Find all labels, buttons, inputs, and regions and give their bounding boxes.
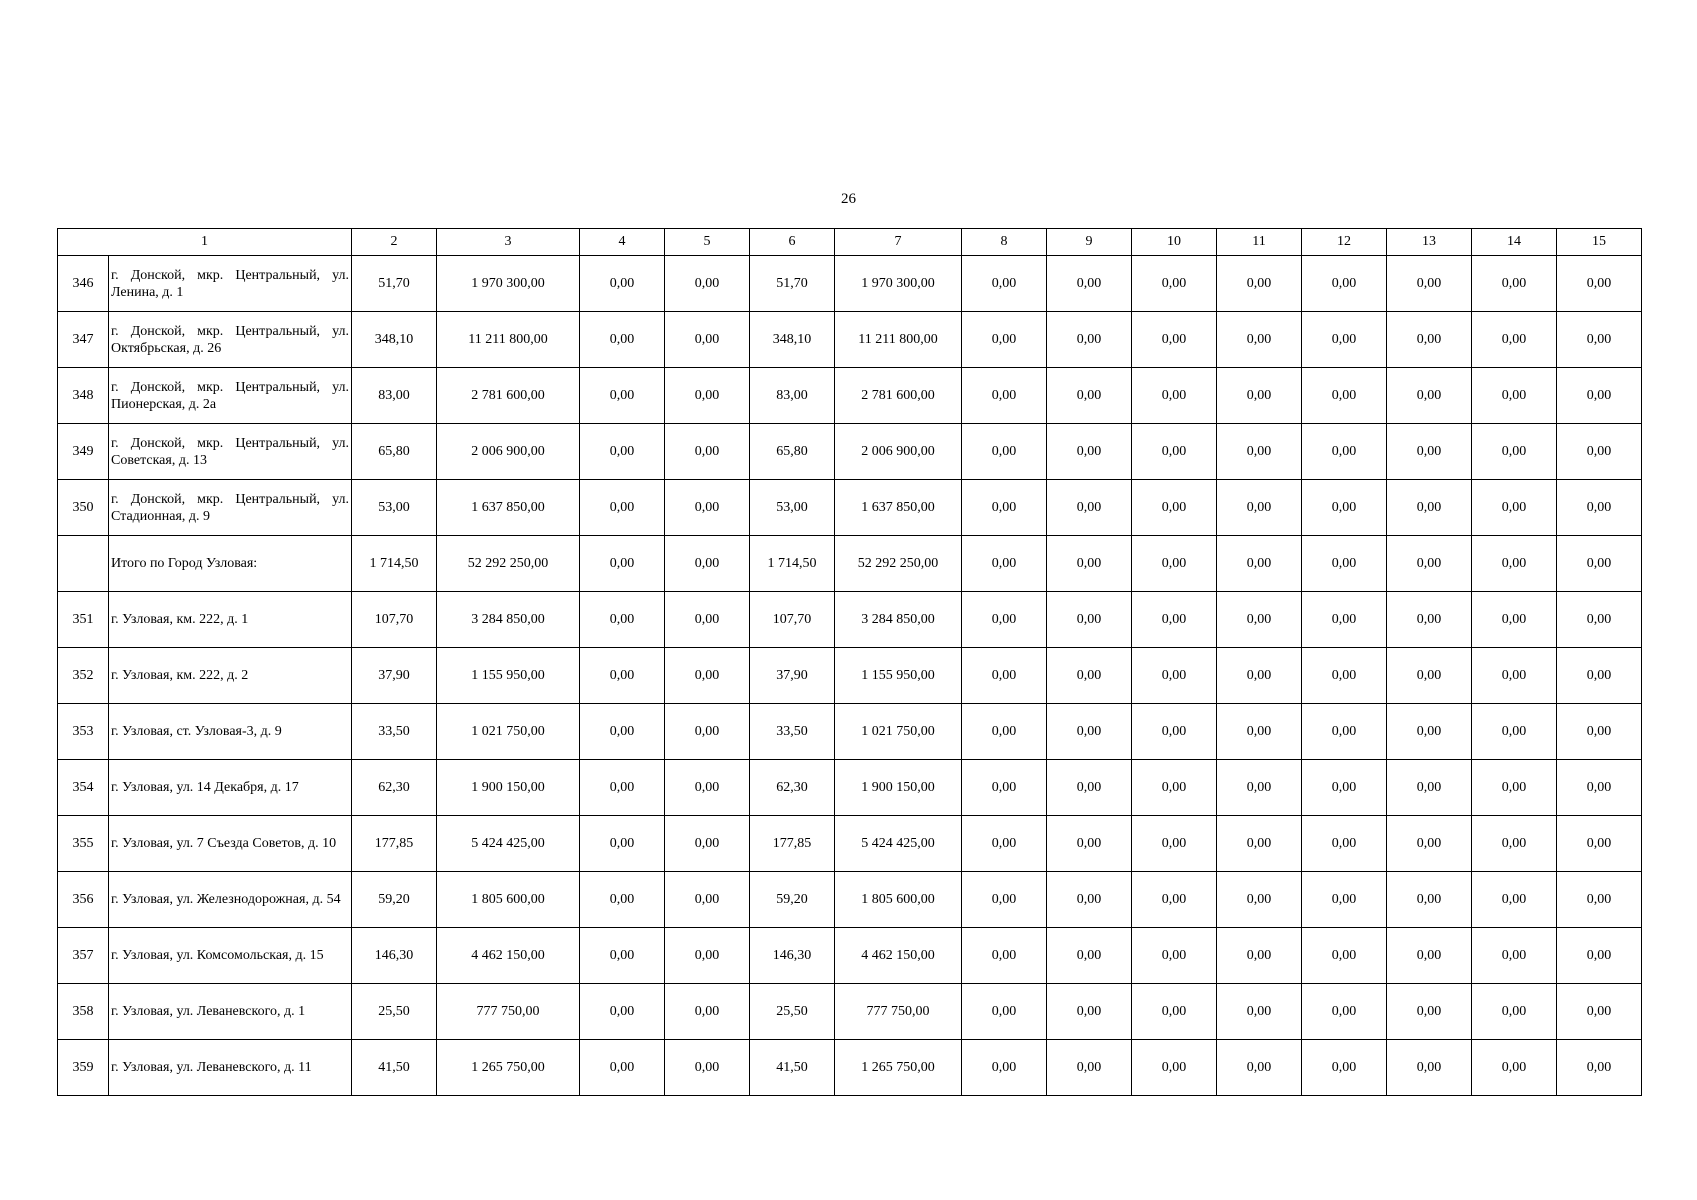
value-cell: 0,00 <box>1132 592 1217 648</box>
value-cell: 0,00 <box>580 984 665 1040</box>
table-row <box>58 256 1642 312</box>
value-cell: 41,50 <box>750 1040 835 1096</box>
value-cell: 0,00 <box>1047 312 1132 368</box>
value-cell: 2 781 600,00 <box>437 368 580 424</box>
address-cell: г. Донской, мкр. Центральный, ул. Пионерская, д. 2а <box>109 368 352 424</box>
value-cell: 0,00 <box>580 480 665 536</box>
value-cell: 0,00 <box>1047 648 1132 704</box>
value-cell: 0,00 <box>1217 536 1302 592</box>
value-cell: 0,00 <box>1387 312 1472 368</box>
value-cell: 0,00 <box>665 424 750 480</box>
table-row <box>58 592 1642 648</box>
subtotal-row <box>58 536 1642 592</box>
row-number: 357 <box>58 928 109 984</box>
value-cell: 0,00 <box>1217 928 1302 984</box>
value-cell: 0,00 <box>1387 704 1472 760</box>
value-cell: 1 900 150,00 <box>835 760 962 816</box>
value-cell: 0,00 <box>962 536 1047 592</box>
table-row <box>58 368 1642 424</box>
value-cell: 0,00 <box>665 704 750 760</box>
address-cell: г. Узловая, ул. 14 Декабря, д. 17 <box>109 760 352 816</box>
value-cell: 0,00 <box>1217 872 1302 928</box>
value-cell: 0,00 <box>1132 928 1217 984</box>
value-cell: 0,00 <box>665 760 750 816</box>
value-cell: 0,00 <box>665 928 750 984</box>
value-cell: 0,00 <box>1557 872 1642 928</box>
row-number: 359 <box>58 1040 109 1096</box>
value-cell: 83,00 <box>750 368 835 424</box>
value-cell: 348,10 <box>750 312 835 368</box>
value-cell: 0,00 <box>1472 816 1557 872</box>
value-cell: 11 211 800,00 <box>835 312 962 368</box>
value-cell: 0,00 <box>580 704 665 760</box>
column-header: 4 <box>580 229 665 256</box>
value-cell: 348,10 <box>352 312 437 368</box>
value-cell: 0,00 <box>962 592 1047 648</box>
value-cell: 0,00 <box>1472 704 1557 760</box>
value-cell: 0,00 <box>1557 312 1642 368</box>
value-cell: 0,00 <box>1302 760 1387 816</box>
value-cell: 0,00 <box>580 536 665 592</box>
value-cell: 0,00 <box>1047 1040 1132 1096</box>
row-number: 347 <box>58 312 109 368</box>
value-cell: 0,00 <box>1217 648 1302 704</box>
value-cell: 0,00 <box>962 816 1047 872</box>
value-cell: 0,00 <box>962 424 1047 480</box>
value-cell: 0,00 <box>1132 312 1217 368</box>
value-cell: 0,00 <box>1557 424 1642 480</box>
value-cell: 0,00 <box>1387 424 1472 480</box>
value-cell: 0,00 <box>1217 592 1302 648</box>
value-cell: 146,30 <box>352 928 437 984</box>
value-cell: 0,00 <box>1557 592 1642 648</box>
value-cell: 0,00 <box>1387 760 1472 816</box>
table-body <box>58 256 1642 1096</box>
value-cell: 0,00 <box>1557 536 1642 592</box>
value-cell: 177,85 <box>750 816 835 872</box>
value-cell: 0,00 <box>1217 816 1302 872</box>
value-cell: 0,00 <box>1557 368 1642 424</box>
address-cell: г. Узловая, ст. Узловая-3, д. 9 <box>109 704 352 760</box>
value-cell: 0,00 <box>665 872 750 928</box>
value-cell: 1 900 150,00 <box>437 760 580 816</box>
value-cell: 0,00 <box>1557 648 1642 704</box>
value-cell: 0,00 <box>665 648 750 704</box>
row-number: 358 <box>58 984 109 1040</box>
row-number: 354 <box>58 760 109 816</box>
value-cell: 0,00 <box>1047 256 1132 312</box>
value-cell: 0,00 <box>1047 592 1132 648</box>
table-row <box>58 704 1642 760</box>
value-cell: 0,00 <box>580 872 665 928</box>
value-cell: 0,00 <box>1047 984 1132 1040</box>
value-cell: 0,00 <box>1132 760 1217 816</box>
value-cell: 0,00 <box>1387 816 1472 872</box>
value-cell: 0,00 <box>1217 312 1302 368</box>
value-cell: 0,00 <box>1472 984 1557 1040</box>
value-cell: 0,00 <box>1302 984 1387 1040</box>
value-cell: 25,50 <box>352 984 437 1040</box>
value-cell: 0,00 <box>1132 704 1217 760</box>
value-cell: 33,50 <box>352 704 437 760</box>
value-cell: 0,00 <box>580 312 665 368</box>
column-header: 12 <box>1302 229 1387 256</box>
column-header: 11 <box>1217 229 1302 256</box>
table-row <box>58 1040 1642 1096</box>
address-cell: г. Узловая, ул. Железнодорожная, д. 54 <box>109 872 352 928</box>
value-cell: 0,00 <box>1047 760 1132 816</box>
value-cell: 0,00 <box>1302 312 1387 368</box>
value-cell: 0,00 <box>1217 368 1302 424</box>
value-cell: 0,00 <box>1302 536 1387 592</box>
address-cell: г. Донской, мкр. Центральный, ул. Октябрьская, д. 26 <box>109 312 352 368</box>
address-cell: г. Узловая, км. 222, д. 1 <box>109 592 352 648</box>
value-cell: 0,00 <box>1472 760 1557 816</box>
value-cell: 1 155 950,00 <box>835 648 962 704</box>
value-cell: 0,00 <box>665 816 750 872</box>
value-cell: 0,00 <box>1557 760 1642 816</box>
value-cell: 0,00 <box>1132 872 1217 928</box>
value-cell: 1 805 600,00 <box>835 872 962 928</box>
value-cell: 0,00 <box>1047 816 1132 872</box>
column-header: 8 <box>962 229 1047 256</box>
table-row <box>58 480 1642 536</box>
value-cell: 5 424 425,00 <box>437 816 580 872</box>
column-header: 10 <box>1132 229 1217 256</box>
value-cell: 25,50 <box>750 984 835 1040</box>
address-cell: Итого по Город Узловая: <box>109 536 352 592</box>
value-cell: 0,00 <box>1387 256 1472 312</box>
value-cell: 0,00 <box>580 816 665 872</box>
value-cell: 0,00 <box>580 256 665 312</box>
value-cell: 0,00 <box>1302 928 1387 984</box>
value-cell: 41,50 <box>352 1040 437 1096</box>
row-number: 349 <box>58 424 109 480</box>
value-cell: 1 637 850,00 <box>437 480 580 536</box>
row-number <box>58 536 109 592</box>
value-cell: 53,00 <box>750 480 835 536</box>
column-header: 13 <box>1387 229 1472 256</box>
address-cell: г. Узловая, ул. Леваневского, д. 1 <box>109 984 352 1040</box>
value-cell: 37,90 <box>352 648 437 704</box>
value-cell: 0,00 <box>1472 872 1557 928</box>
value-cell: 0,00 <box>1557 928 1642 984</box>
value-cell: 1 155 950,00 <box>437 648 580 704</box>
address-cell: г. Узловая, ул. 7 Съезда Советов, д. 10 <box>109 816 352 872</box>
address-cell: г. Донской, мкр. Центральный, ул. Стадионная, д. 9 <box>109 480 352 536</box>
table-row <box>58 312 1642 368</box>
table-row <box>58 760 1642 816</box>
value-cell: 0,00 <box>580 368 665 424</box>
row-number: 352 <box>58 648 109 704</box>
value-cell: 0,00 <box>1132 1040 1217 1096</box>
value-cell: 0,00 <box>1387 872 1472 928</box>
value-cell: 33,50 <box>750 704 835 760</box>
value-cell: 0,00 <box>580 592 665 648</box>
value-cell: 777 750,00 <box>437 984 580 1040</box>
column-header: 15 <box>1557 229 1642 256</box>
value-cell: 0,00 <box>1387 648 1472 704</box>
value-cell: 59,20 <box>352 872 437 928</box>
row-number: 355 <box>58 816 109 872</box>
value-cell: 51,70 <box>750 256 835 312</box>
value-cell: 0,00 <box>1217 984 1302 1040</box>
value-cell: 0,00 <box>1387 368 1472 424</box>
value-cell: 4 462 150,00 <box>835 928 962 984</box>
value-cell: 0,00 <box>1302 592 1387 648</box>
value-cell: 0,00 <box>1132 480 1217 536</box>
address-cell: г. Узловая, км. 222, д. 2 <box>109 648 352 704</box>
table-row <box>58 424 1642 480</box>
value-cell: 0,00 <box>1047 424 1132 480</box>
value-cell: 59,20 <box>750 872 835 928</box>
value-cell: 0,00 <box>665 256 750 312</box>
value-cell: 2 781 600,00 <box>835 368 962 424</box>
value-cell: 83,00 <box>352 368 437 424</box>
value-cell: 0,00 <box>1132 816 1217 872</box>
value-cell: 146,30 <box>750 928 835 984</box>
value-cell: 1 714,50 <box>352 536 437 592</box>
row-number: 356 <box>58 872 109 928</box>
value-cell: 0,00 <box>1217 704 1302 760</box>
value-cell: 0,00 <box>580 928 665 984</box>
value-cell: 1 970 300,00 <box>835 256 962 312</box>
table-row <box>58 648 1642 704</box>
value-cell: 0,00 <box>665 312 750 368</box>
value-cell: 1 714,50 <box>750 536 835 592</box>
value-cell: 52 292 250,00 <box>835 536 962 592</box>
value-cell: 0,00 <box>580 1040 665 1096</box>
value-cell: 1 021 750,00 <box>835 704 962 760</box>
column-header: 3 <box>437 229 580 256</box>
value-cell: 0,00 <box>1557 984 1642 1040</box>
value-cell: 0,00 <box>1047 368 1132 424</box>
value-cell: 0,00 <box>1047 480 1132 536</box>
value-cell: 0,00 <box>1132 424 1217 480</box>
value-cell: 62,30 <box>750 760 835 816</box>
column-header: 5 <box>665 229 750 256</box>
value-cell: 52 292 250,00 <box>437 536 580 592</box>
value-cell: 0,00 <box>962 760 1047 816</box>
value-cell: 5 424 425,00 <box>835 816 962 872</box>
value-cell: 0,00 <box>1387 592 1472 648</box>
value-cell: 0,00 <box>1557 704 1642 760</box>
value-cell: 0,00 <box>1472 256 1557 312</box>
column-header: 14 <box>1472 229 1557 256</box>
value-cell: 0,00 <box>1132 536 1217 592</box>
value-cell: 0,00 <box>1132 256 1217 312</box>
value-cell: 0,00 <box>665 480 750 536</box>
row-number: 350 <box>58 480 109 536</box>
address-cell: г. Донской, мкр. Центральный, ул. Советская, д. 13 <box>109 424 352 480</box>
value-cell: 0,00 <box>1302 704 1387 760</box>
column-header: 6 <box>750 229 835 256</box>
value-cell: 0,00 <box>1387 984 1472 1040</box>
column-header: 2 <box>352 229 437 256</box>
value-cell: 65,80 <box>352 424 437 480</box>
value-cell: 0,00 <box>962 648 1047 704</box>
value-cell: 0,00 <box>665 1040 750 1096</box>
value-cell: 0,00 <box>1557 816 1642 872</box>
value-cell: 0,00 <box>962 872 1047 928</box>
value-cell: 1 970 300,00 <box>437 256 580 312</box>
table-row <box>58 816 1642 872</box>
value-cell: 0,00 <box>1132 648 1217 704</box>
value-cell: 0,00 <box>1302 368 1387 424</box>
column-number-header-row <box>58 229 1642 256</box>
value-cell: 1 021 750,00 <box>437 704 580 760</box>
table-row <box>58 872 1642 928</box>
value-cell: 0,00 <box>1302 256 1387 312</box>
row-number: 346 <box>58 256 109 312</box>
address-cell: г. Донской, мкр. Центральный, ул. Ленина, д. 1 <box>109 256 352 312</box>
value-cell: 0,00 <box>665 592 750 648</box>
value-cell: 0,00 <box>962 928 1047 984</box>
value-cell: 0,00 <box>1302 816 1387 872</box>
value-cell: 0,00 <box>1217 256 1302 312</box>
value-cell: 0,00 <box>1472 536 1557 592</box>
value-cell: 0,00 <box>580 760 665 816</box>
column-header: 9 <box>1047 229 1132 256</box>
value-cell: 65,80 <box>750 424 835 480</box>
value-cell: 0,00 <box>665 536 750 592</box>
value-cell: 0,00 <box>665 368 750 424</box>
value-cell: 0,00 <box>1302 872 1387 928</box>
value-cell: 37,90 <box>750 648 835 704</box>
value-cell: 0,00 <box>1472 928 1557 984</box>
value-cell: 0,00 <box>1302 480 1387 536</box>
value-cell: 0,00 <box>1387 1040 1472 1096</box>
value-cell: 0,00 <box>1047 536 1132 592</box>
value-cell: 107,70 <box>750 592 835 648</box>
value-cell: 0,00 <box>962 312 1047 368</box>
value-cell: 0,00 <box>1557 256 1642 312</box>
value-cell: 0,00 <box>1302 648 1387 704</box>
table-row <box>58 928 1642 984</box>
value-cell: 0,00 <box>1472 312 1557 368</box>
value-cell: 0,00 <box>962 704 1047 760</box>
value-cell: 0,00 <box>962 1040 1047 1096</box>
value-cell: 0,00 <box>580 648 665 704</box>
value-cell: 1 265 750,00 <box>835 1040 962 1096</box>
value-cell: 177,85 <box>352 816 437 872</box>
value-cell: 0,00 <box>1302 1040 1387 1096</box>
value-cell: 0,00 <box>1217 1040 1302 1096</box>
value-cell: 107,70 <box>352 592 437 648</box>
value-cell: 51,70 <box>352 256 437 312</box>
value-cell: 4 462 150,00 <box>437 928 580 984</box>
address-cell: г. Узловая, ул. Комсомольская, д. 15 <box>109 928 352 984</box>
value-cell: 0,00 <box>1472 368 1557 424</box>
value-cell: 1 637 850,00 <box>835 480 962 536</box>
value-cell: 0,00 <box>1132 368 1217 424</box>
row-number: 353 <box>58 704 109 760</box>
value-cell: 62,30 <box>352 760 437 816</box>
value-cell: 0,00 <box>962 368 1047 424</box>
value-cell: 1 805 600,00 <box>437 872 580 928</box>
value-cell: 0,00 <box>1472 1040 1557 1096</box>
value-cell: 0,00 <box>1472 424 1557 480</box>
value-cell: 0,00 <box>1217 760 1302 816</box>
address-cell: г. Узловая, ул. Леваневского, д. 11 <box>109 1040 352 1096</box>
value-cell: 3 284 850,00 <box>437 592 580 648</box>
value-cell: 0,00 <box>1047 872 1132 928</box>
value-cell: 0,00 <box>1472 648 1557 704</box>
value-cell: 0,00 <box>1217 480 1302 536</box>
value-cell: 0,00 <box>580 424 665 480</box>
row-number: 351 <box>58 592 109 648</box>
column-header: 7 <box>835 229 962 256</box>
page-number: 26 <box>841 191 856 207</box>
value-cell: 0,00 <box>1387 480 1472 536</box>
value-cell: 777 750,00 <box>835 984 962 1040</box>
value-cell: 0,00 <box>962 480 1047 536</box>
table-row <box>58 984 1642 1040</box>
value-cell: 11 211 800,00 <box>437 312 580 368</box>
value-cell: 0,00 <box>1302 424 1387 480</box>
value-cell: 2 006 900,00 <box>835 424 962 480</box>
value-cell: 2 006 900,00 <box>437 424 580 480</box>
housing-register-table <box>57 228 1642 1096</box>
value-cell: 0,00 <box>1387 536 1472 592</box>
value-cell: 0,00 <box>1557 480 1642 536</box>
value-cell: 0,00 <box>1132 984 1217 1040</box>
value-cell: 0,00 <box>665 984 750 1040</box>
value-cell: 0,00 <box>1047 704 1132 760</box>
value-cell: 1 265 750,00 <box>437 1040 580 1096</box>
value-cell: 0,00 <box>1472 592 1557 648</box>
value-cell: 0,00 <box>962 256 1047 312</box>
column-header: 1 <box>58 229 352 256</box>
value-cell: 53,00 <box>352 480 437 536</box>
value-cell: 0,00 <box>1557 1040 1642 1096</box>
row-number: 348 <box>58 368 109 424</box>
value-cell: 3 284 850,00 <box>835 592 962 648</box>
value-cell: 0,00 <box>1217 424 1302 480</box>
value-cell: 0,00 <box>1387 928 1472 984</box>
value-cell: 0,00 <box>962 984 1047 1040</box>
value-cell: 0,00 <box>1047 928 1132 984</box>
value-cell: 0,00 <box>1472 480 1557 536</box>
